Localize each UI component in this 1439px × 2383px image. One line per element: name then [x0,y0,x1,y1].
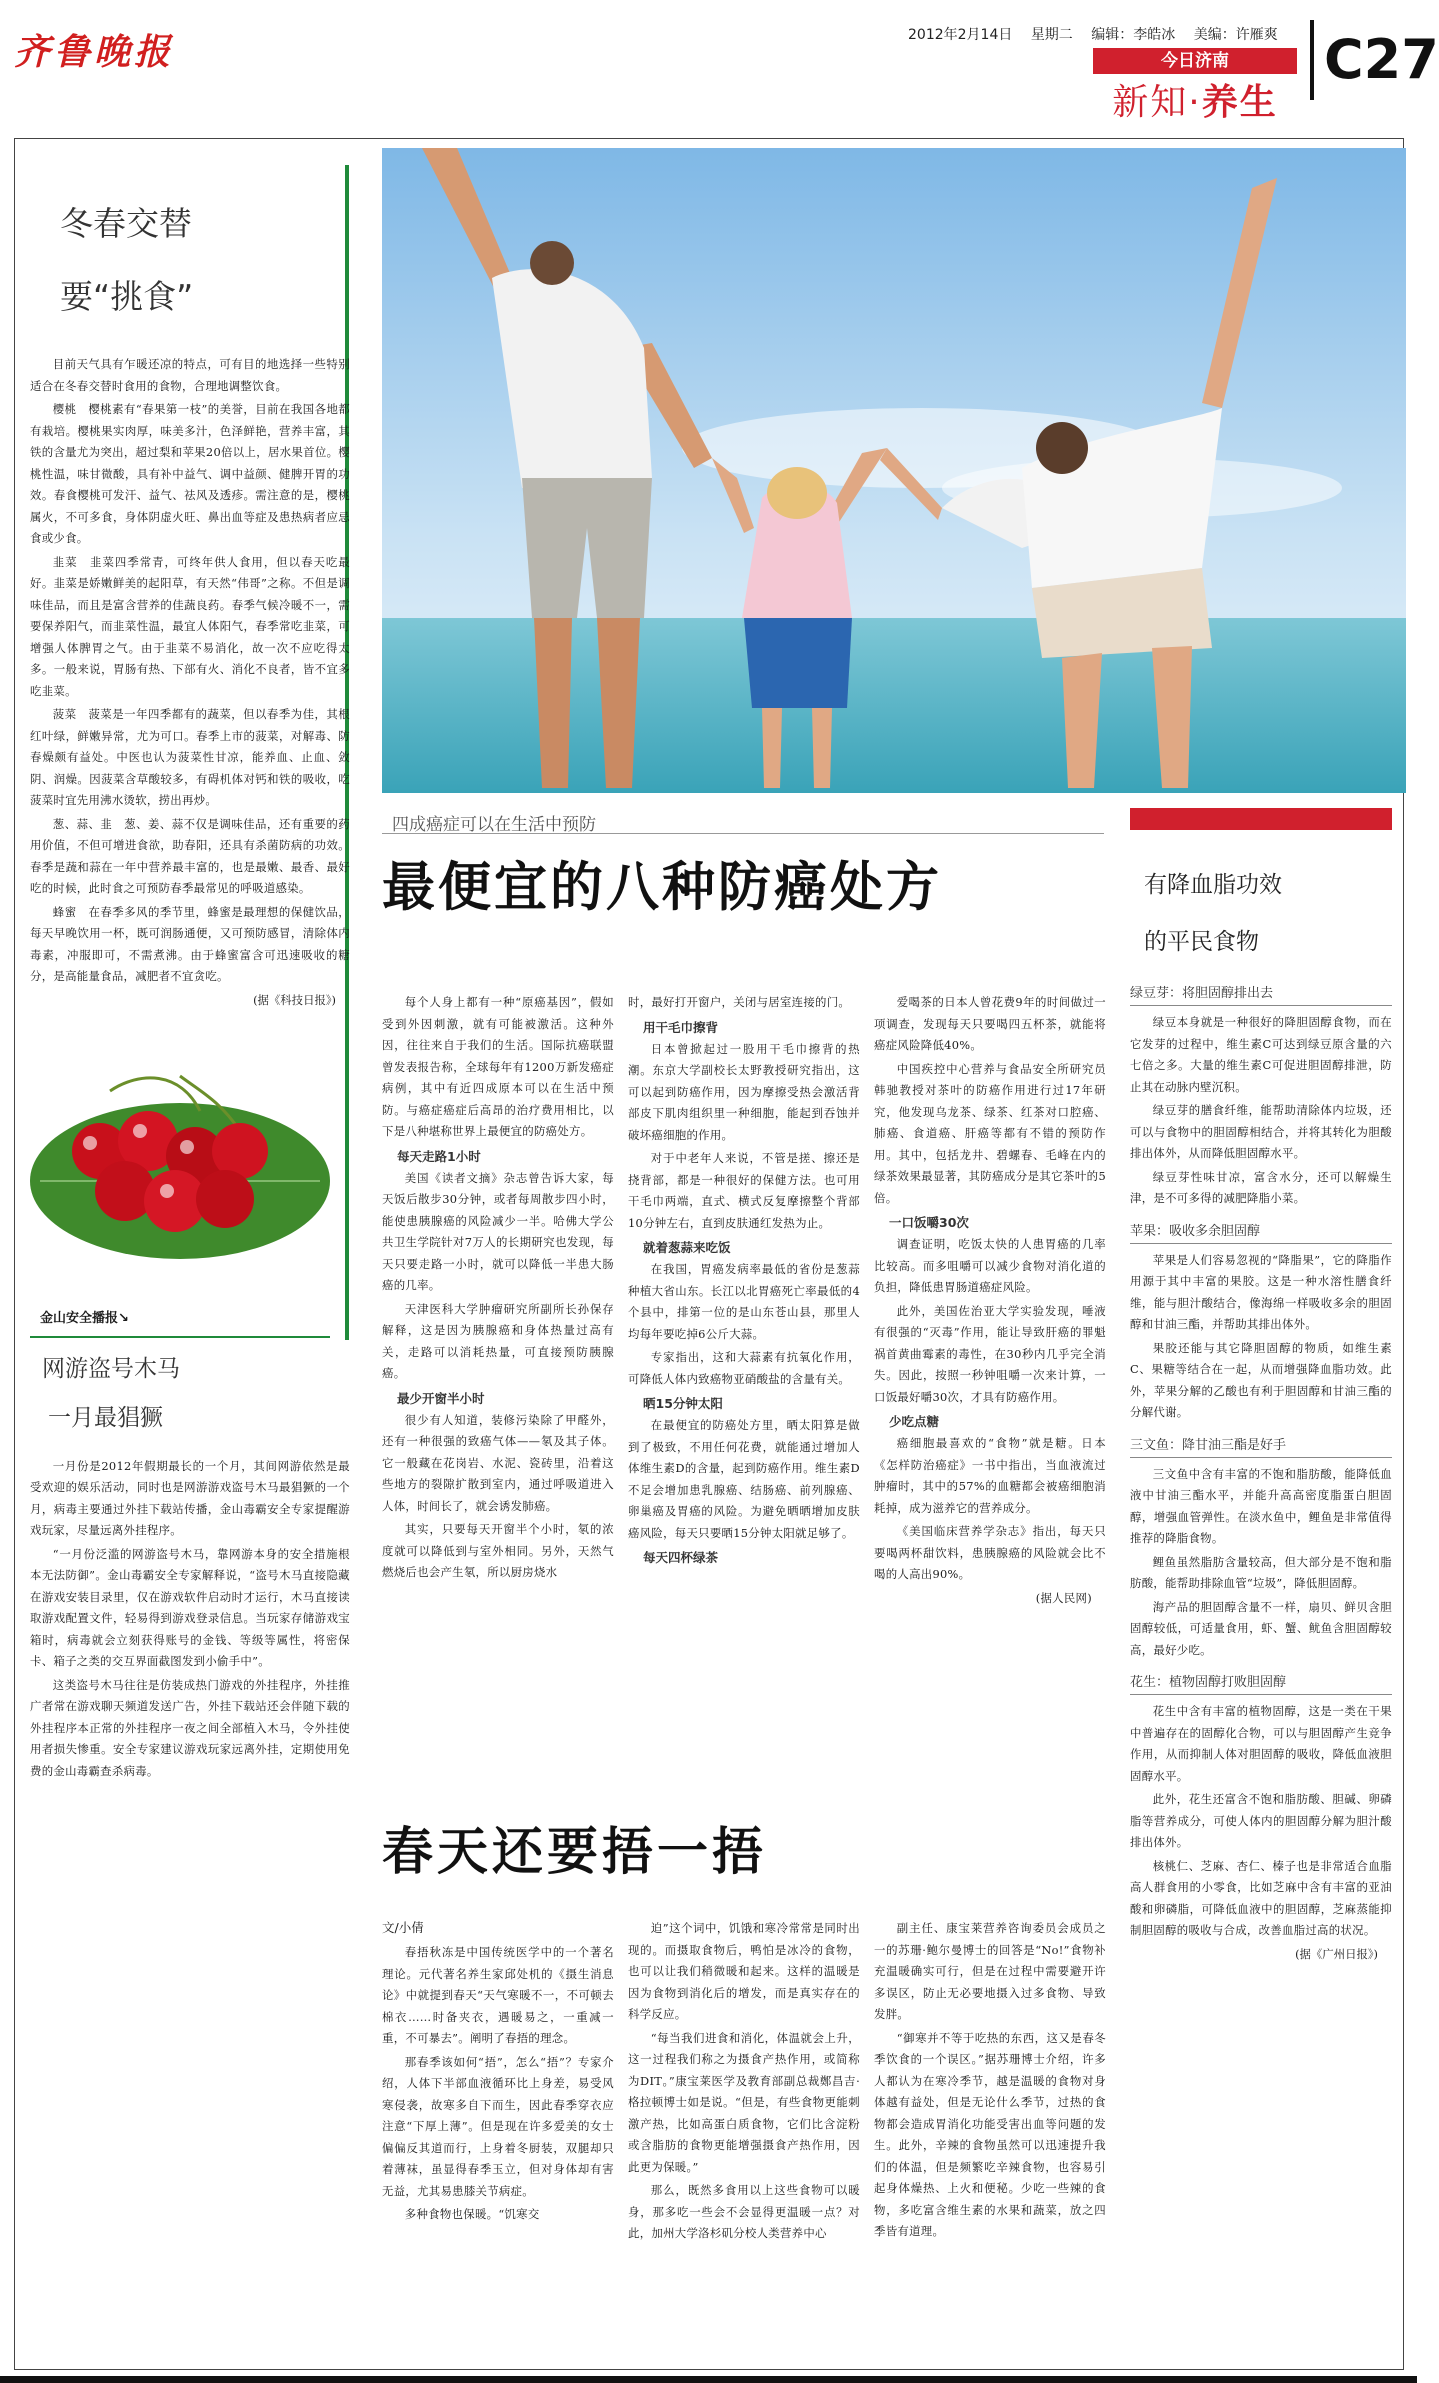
subheading: 一口饭嚼30次 [889,1215,969,1230]
issue-meta [908,24,1292,44]
paragraph: 鲤鱼虽然脂肪含量较高，但大部分是不饱和脂肪酸，能帮助排除血管“垃圾”，降低胆固醇。 [1130,1554,1392,1590]
anticancer-column-1 [382,992,614,1712]
right-column-accent-bar [1130,808,1392,830]
spring-column-1 [382,1942,614,2362]
seasonal-paragraph: 樱桃 樱桃素有“春果第一枝”的美誉，目前在我国各地都有栽培。樱桃果实肉厚，味美多汁，色泽鲜艳，营养丰富，其铁的含量尤为突出，超过梨和苹果20倍以上，居水果首位。樱桃性温，味甘微酸，具有补中益气、调中益颜、健脾开胃的功效。春食樱桃可发汗、益气、祛风及透疹。需注意的是，樱桃属火，不可多食，身体阴虚火旺、鼻出血等症及患热病者应忌食或少食。 [30,402,350,545]
paragraph: 核桃仁、芝麻、杏仁、榛子也是非常适合血脂高人群食用的小零食，比如芝麻中含有丰富的亚油酸和卵磷脂，可降低血液中的胆固醇，芝麻蒸能抑制胆固醇的吸收与合成，改善血脂过高的状况。 [1130,1858,1392,1937]
paragraph: 专家指出，这和大蒜素有抗氧化作用，可降低人体内致癌物亚硝酸盐的含量有关。 [628,1350,860,1386]
right-title-line1: 有降血脂功效 [1144,872,1282,898]
paragraph: 绿豆芽性味甘凉，富含水分，还可以解燥生津，是不可多得的减肥降脂小菜。 [1130,1169,1392,1205]
paragraph: 在最便宜的防癌处方里，晒太阳算是做到了极致，不用任何花费，就能通过增加人体维生素D的含量，起到防癌作用。维生素D不足会增加患乳腺癌、结肠癌、前列腺癌、卵巢癌及胃癌的风险。为避免晒晒增加皮肤癌风险，每天只要晒15分钟太阳就足够了。 [628,1418,860,1540]
cherries-illustration [30,1031,330,1291]
right-blocks [1130,982,1392,1942]
subheading: 每天四杯绿茶 [643,1550,719,1565]
paragraph: 爱喝茶的日本人曾花费9年的时间做过一项调查，发现每天只要喝四五杯茶，就能将癌症风险降低40%。 [874,995,1106,1052]
paragraph: 多种食物也保暖。“饥寒交 [404,2207,540,2221]
paragraph: 海产品的胆固醇含量不一样，扇贝、鲜贝含胆固醇较低，可适量食用，虾、蟹、鱿鱼含胆固醇较高，最好少吃。 [1130,1599,1392,1657]
right-subheading: 三文鱼：降甘油三酯是好手 [1130,1434,1392,1458]
right-subheading: 花生：植物固醇打败胆固醇 [1130,1671,1392,1695]
article-source: (据《科技日报》) [253,992,336,1007]
spring-column-2 [628,1918,860,2362]
spring-byline: 文/小倩 [382,1920,424,1935]
paragraph: 美国《读者文摘》杂志曾告诉大家，每天饭后散步30分钟，或者每周散步四小时，能使患胰腺癌的风险减少一半。哈佛大学公共卫生学院针对7万人的长期研究也发现，每天只要走路一小时，就可以降低一半患大肠癌的几率。 [382,1170,614,1292]
subheading: 就着葱蒜来吃饭 [643,1240,731,1255]
paragraph: 调查证明，吃饭太快的人患胃癌的几率比较高。而多咀嚼可以减少食物对消化道的负担，降低患胃肠道癌症风险。 [874,1237,1106,1294]
paragraph: 在我国，胃癌发病率最低的省份是葱蒜种植大省山东。长江以北胃癌死亡率最低的4个县中，排第一位的是山东苍山县，那里人均每年要吃掉6公斤大蒜。 [628,1262,860,1341]
spring-headline: 春天还要捂一捂 [382,1823,768,1882]
paragraph: 对于中老年人来说，不管是搓、擦还是挠背部，都是一种很好的保健方法。也可用干毛巾两端，直式、横式反复摩擦整个背部10分钟左右，直到皮肤通红发热为止。 [628,1151,860,1230]
issue-weekday: 星期二 [1030,27,1073,43]
paragraph: 每个人身上都有一种“原癌基因”，假如受到外因刺激，就有可能被激活。这种外因，往往来自于我们的生活。国际抗癌联盟曾发表报告称，全球每年有1200万新发癌症病例，其中有近四成原本可以在生活中预防。与癌症癌症后高昂的治疗费用相比，以下是八种堪称世界上最便宜的防癌处方。 [382,995,614,1138]
subheading: 每天走路1小时 [397,1148,481,1164]
subheading: 最少开窗半小时 [397,1390,485,1406]
paragraph: 春捂秋冻是中国传统医学中的一个著名理论。元代著名养生家邱处机的《摄生消息论》中就提到春天“天气寒暖不一，不可顿去棉衣……时备夹衣，遇暖易之，一重减一重，不可暴去”。阐明了春捂的理念。 [382,1945,614,2045]
anticancer-column-3 [874,992,1106,1712]
section-dot: · [1188,82,1202,123]
seasonal-paragraph: 韭菜 韭菜四季常青，可终年供人食用，但以春天吃最好。韭菜是娇嫩鲜美的起阳草，有天然“伟哥”之称。不但是调味佳品，而且是富含营养的佳蔬良药。春季气候冷暖不一，需要保养阳气，而韭菜性温，最宜人体阳气，春季常吃韭菜，可增强人体脾胃之气。由于韭菜不易消化，故一次不应吃得太多。一般来说，胃肠有热、下部有火、消化不良者，皆不宜多吃韭菜。 [30,554,350,698]
spring-column-3 [874,1918,1106,2362]
editor-credit: 编辑：李皓冰 [1091,27,1176,43]
paragraph: “每当我们进食和消化，体温就会上升，这一过程我们称之为摄食产热作用，或简称为DIT。”康宝莱医学及教育部副总裁鄭昌吉·格拉顿博士如是说。“但是，有些食物更能刺激产热，比如高蛋白质食物，它们比含淀粉或含脂肪的食物更能增强摄食产热作用，因此更为保暖。” [628,2030,860,2174]
section-rubric: 今日济南 [1093,48,1297,74]
article-headline: 最便宜的八种防癌处方 [382,857,942,918]
paragraph: 副主任、康宝莱营养咨询委员会成员之一的苏珊·鲍尔曼博士的回答是“No!”食物补充温暖确实可行，但是在过程中需要避开许多误区，防止无必要地摄入过多食物、导致发胖。 [874,1921,1106,2021]
paragraph: 那么，既然多食用以上这些食物可以暖身，那多吃一些会不会显得更温暖一点？对此，加州大学洛杉矶分校人类营养中心 [628,2183,860,2240]
trojan-paragraph: “一月份泛滥的网游盗号木马，靠网游本身的安全措施根本无法防御”。金山毒霸安全专家解释说，“盗号木马直接隐藏在游戏安装目录里，仅在游戏软件启动时才运行，木马直接读取游戏配置文件，轻易得到游戏登录信息。当玩家存储游戏宝箱时，病毒就会立刻获得账号的金钱、等级等属性，将密保卡、箱子之类的交互界面截图发到小偷手中”。 [30,1546,350,1668]
page-number: C27 [1310,20,1410,100]
paragraph: 其实，只要每天开窗半个小时，氡的浓度就可以降低到与室外相同。另外，天然气燃烧后也会产生氡，所以厨房烧水 [382,1522,614,1579]
bottom-rule [0,2376,1417,2383]
paragraph: 《美国临床营养学杂志》指出，每天只要喝两杯甜饮料，患胰腺癌的风险就会比不喝的人高出90%。 [874,1524,1106,1581]
article-title-seasonal-line1: 冬春交替 [60,204,192,243]
article-source: (据人民网) [1035,1590,1092,1605]
paragraph: 天津医科大学肿瘤研究所副所长孙保存解释，这是因为胰腺癌和身体热量过高有关，走路可以消耗热量，可直接预防胰腺癌。 [382,1301,614,1380]
paragraph: 那春季该如何“捂”，怎么“捂”？专家介绍，人体下半部血液循环比上身差，易受风寒侵袭，故寒多自下而生，因此春季穿衣应注意“下厚上薄”。但是现在许多爱美的女士偏偏反其道而行，上身着冬厨装，双腿却只着薄袜，虽显得春季玉立，但对身体却有害无益，尤其易患膝关节病症。 [382,2054,614,2198]
paragraph: 果胶还能与其它降胆固醇的物质，如维生素C、果糖等结合在一起，从而增强降血脂功效。此外，苹果分解的乙酸也有利于胆固醇和甘油三酯的分解代谢。 [1130,1340,1392,1419]
family-beach-photo [382,148,1406,793]
paragraph: 花生中含有丰富的植物固醇，这是一类在干果中普遍存在的固醇化合物，可以与胆固醇产生竞争作用，从而抑制人体对胆固醇的吸收，降低血液胆固醇水平。 [1130,1704,1392,1783]
subheading: 晒15分钟太阳 [643,1396,723,1411]
seasonal-paragraph: 菠菜 菠菜是一年四季都有的蔬菜，但以春季为佳，其根红叶绿，鲜嫩异常，尤为可口。春季上市的菠菜，对解毒、防春燥颇有益处。中医也认为菠菜性甘凉，能养血、止血、敛阴、润燥。因菠菜含草酸较多，有碍机体对钙和铁的吸收，吃菠菜时宜先用沸水烫软，捞出再炒。 [30,707,350,807]
subheading: 少吃点糖 [889,1414,940,1429]
paragraph: 三文鱼中含有丰富的不饱和脂肪酸，能降低血液中甘油三酯水平，并能升高高密度脂蛋白胆固醇，增强血管弹性。在淡水鱼中，鲤鱼是非常值得推荐的降脂食物。 [1130,1466,1392,1545]
broadcast-label: 金山安全播报↘ [40,1310,129,1326]
masthead [0,0,1439,123]
right-source: (据《广州日报》) [1295,1946,1378,1961]
paragraph: 日本曾掀起过一股用干毛巾擦背的热潮。东京大学副校长太野教授研究指出，这可以起到防癌作用，因为摩擦受热会激活背部皮下肌肉组织里一种细胞，能起到吞蚀并破坏癌细胞的作用。 [628,1041,860,1142]
left-column [30,150,350,2120]
paragraph: 时，最好打开窗户，关闭与居室连接的门。 [628,995,851,1009]
article-title-seasonal-line2: 要“挑食” [60,277,194,316]
trojan-paragraph: 一月份是2012年假期最长的一个月，其间网游依然是最受欢迎的娱乐活动，同时也是网游游戏盗号木马最猖獗的一个月，病毒主要通过外挂下载站传播，金山毒霸安全专家提醒游戏玩家，尽量远离外挂程序。 [30,1458,350,1537]
paragraph: 苹果是人们容易忽视的“降脂果”，它的降脂作用源于其中丰富的果胶。这是一种水溶性膳食纤维，能与胆汁酸结合，像海绵一样吸收多余的胆固醇和甘油三酯，并帮助其排出体外。 [1130,1252,1392,1331]
paragraph: 很少有人知道，装修污染除了甲醛外，还有一种很强的致癌气体——氡及其子体。它一般藏在花岗岩、水泥、瓷砖里，沿着这些地方的裂隙扩散到室内，通过呼吸道进入人体，时间长了，就会诱发肺癌。 [382,1412,614,1513]
right-subheading: 绿豆芽：将胆固醇排出去 [1130,982,1392,1006]
cherries-image [30,1031,350,1301]
section-part-b: 养生 [1201,82,1278,123]
paragraph: 绿豆本身就是一种很好的降胆固醇食物，而在它发芽的过程中，维生素C可达到绿豆原含量的六七倍之多。大量的维生素C可促进胆固醇排泄，防止其在动脉内壁沉积。 [1130,1015,1392,1094]
paragraph: 中国疾控中心营养与食品安全所研究员韩驰教授对茶叶的防癌作用进行过17年研究，他发现乌龙茶、绿茶、红茶对口腔癌、肺癌、食道癌、肝癌等都有不错的预防作用。其中，包括龙井、碧螺春、毛峰在内的绿茶效果最显著，其防癌成分是其它茶叶的5倍。 [874,1061,1106,1205]
trojan-paragraph: 这类盗号木马往往是仿装成热门游戏的外挂程序，外挂推广者常在游戏聊天频道发送广告，外挂下载站还会伴随下载的外挂程序本正常的外挂程序一夜之间全部植入木马，令外挂使用者损失惨重。安全专家建议游戏玩家远离外挂，定期使用免费的金山毒霸查杀病毒。 [30,1677,350,1778]
article-title-trojan-line2: 一月最猖獗 [48,1404,163,1431]
paragraph: 迫”这个词中，饥饿和寒冷常常是同时出现的。而摄取食物后，鸭怕是冰冷的食物，也可以让我们稍微暖和起来。这样的温暖是因为食物到消化后的增发，而是真实存在的科学反应。 [628,1921,860,2021]
paragraph: 此外，美国佐治亚大学实验发现，唾液有很强的“灭毒”作用，能让导致肝癌的罪魁祸首黄曲霉素的毒性，在30秒内几乎完全消失。因此，按照一秒钟咀嚼一次来计算，一口饭最好嚼30次，才具有防癌作用。 [874,1303,1106,1404]
right-subheading: 苹果：吸收多余胆固醇 [1130,1220,1392,1244]
issue-date: 2012年2月14日 [908,27,1013,43]
designer-credit: 美编：许雁爽 [1193,27,1278,43]
photo-illustration [382,148,1406,793]
paragraph: 此外，花生还富含不饱和脂肪酸、胆碱、卵磷脂等营养成分，可使人体内的胆固醇分解为胆汁酸排出体外。 [1130,1792,1392,1849]
right-title-line2: 的平民食物 [1144,929,1259,955]
newspaper-logo: 齐鲁晚报 [14,31,175,73]
paragraph: “御寒并不等于吃热的东西，这又是春冬季饮食的一个误区。”据苏珊博士介绍，许多人都认为在寒冷季节，越是温暖的食物对身体越有益处，但是无论什么季节，过热的食物都会造成胃消化功能受害出血等问题的发生。此外，辛辣的食物虽然可以迅速提升我们的体温，但是频繁吃辛辣食物，也容易引起身体燥热、上火和便秘。少吃一些辣的食物，多吃富含维生素的水果和蔬菜，放之四季皆有道理。 [874,2030,1106,2238]
article-kicker: 四成癌症可以在生活中预防 [382,804,1104,834]
subheading: 用干毛巾擦背 [643,1019,719,1035]
paragraph: 绿豆芽的膳食纤维，能帮助清除体内垃圾，还可以与食物中的胆固醇相结合，并将其转化为胆酸排出体外，从而降低胆固醇水平。 [1130,1103,1392,1160]
anticancer-column-2 [628,992,860,1712]
seasonal-paragraph: 目前天气具有乍暖还凉的特点，可有目的地选择一些特别适合在冬春交替时食用的食物，合理地调整饮食。 [30,357,350,393]
seasonal-paragraph: 蜂蜜 在春季多风的季节里，蜂蜜是最理想的保健饮品，每天早晚饮用一杯，既可润肠通便，又可预防感冒，清除体内毒素，冲服即可，不需煮沸。由于蜂蜜富含可迅速吸收的糖分，是高能量食品，减肥者不宜贪吃。 [30,904,350,983]
paragraph: 癌细胞最喜欢的“食物”就是糖。日本《怎样防治癌症》一书中指出，当血液流过肿瘤时，其中的57%的血糖都会被癌细胞消耗掉，成为滋养它的营养成分。 [874,1436,1106,1515]
section-divider [30,1336,330,1338]
right-column [1130,840,1392,2370]
section-name [1093,74,1297,125]
section-part-a: 新知 [1112,82,1189,123]
seasonal-paragraph: 葱、蒜、韭 葱、姜、蒜不仅是调味佳品，还有重要的药用价值，不但可增进食欲，助春阳，还具有杀菌防病的功效。春季是蔬和蒜在一年中营养最丰富的，也是最嫩、最香、最好吃的时候，此时食之可预防春季最常见的呼吸道感染。 [30,816,350,895]
article-title-trojan-line1: 网游盗号木马 [42,1355,180,1382]
